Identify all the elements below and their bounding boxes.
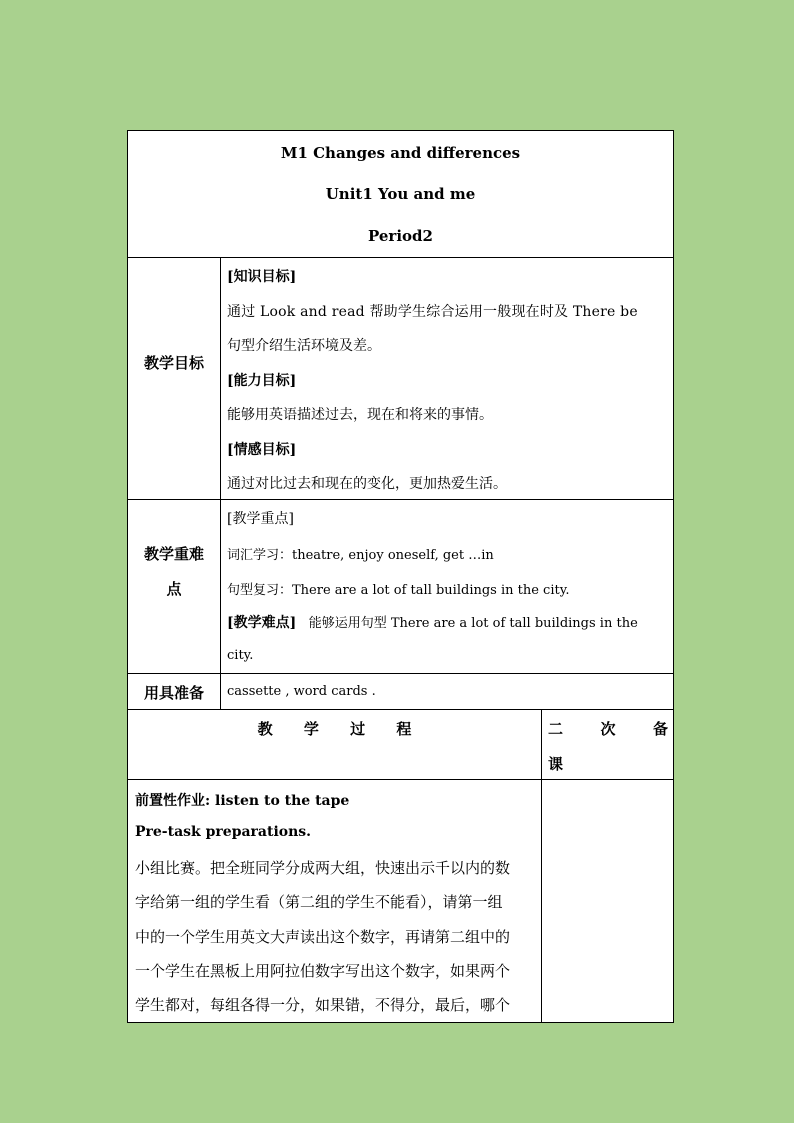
process-content-cell <box>127 779 542 1023</box>
process-heading: 教 学 过 程 <box>257 720 412 738</box>
process-heading-cell <box>127 709 542 780</box>
objectives-content-cell <box>220 257 674 500</box>
materials-content-cell <box>220 673 674 710</box>
objectives-label-cell <box>127 257 221 500</box>
emotion-heading: [情感目标] <box>227 442 297 458</box>
para-line-3: 中的一个学生用英文大声读出这个数字，再请第二组中的 <box>135 928 511 946</box>
materials-label: 用具准备 <box>143 684 204 702</box>
unit-title: Unit1 You and me <box>325 185 476 203</box>
keypoints-label-line-1: 教学重难 <box>143 545 204 563</box>
second-prep-content-cell <box>541 779 674 1023</box>
objectives-label: 教学目标 <box>143 354 204 372</box>
second-prep-line-2: 课 <box>548 755 564 773</box>
difficulty-cont: city. <box>227 648 254 663</box>
difficulty-heading: [教学难点] <box>227 615 297 631</box>
para-line-5: 学生都对，每组各得一分，如果错，不得分，最后，哪个 <box>135 996 511 1014</box>
para-line-2: 字给第一组的学生看（第二组的学生不能看），请第一组 <box>135 893 503 911</box>
knowledge-heading: [知识目标] <box>227 269 297 285</box>
focus-heading: [教学重点] <box>227 511 294 527</box>
header-cell <box>127 130 674 258</box>
module-title: M1 Changes and differences <box>280 144 521 162</box>
lesson-plan-page <box>127 130 674 1023</box>
pretask-line: Pre-task preparations. <box>135 824 312 840</box>
keypoints-label-cell <box>127 499 221 674</box>
period-title: Period2 <box>368 227 433 245</box>
knowledge-line-2: 句型介绍生活环境及差。 <box>227 338 381 354</box>
sentence-line: 句型复习：There are a lot of tall buildings in the city. <box>227 583 570 598</box>
difficulty-row <box>227 612 638 632</box>
keypoints-label-line-2: 点 <box>166 580 182 598</box>
second-prep-line-1: 二 次 备 <box>548 720 668 738</box>
knowledge-line-1: 通过 Look and read 帮助学生综合运用一般现在时及 There be <box>227 304 638 320</box>
para-line-1: 小组比赛。把全班同学分成两大组，快速出示千以内的数 <box>135 859 511 877</box>
materials-value: cassette , word cards . <box>227 684 376 699</box>
homework-line: 前置性作业: listen to the tape <box>135 793 350 809</box>
vocab-line: 词汇学习：theatre, enjoy oneself, get …in <box>227 548 494 563</box>
materials-label-cell <box>127 673 221 710</box>
keypoints-content-cell <box>220 499 674 674</box>
second-prep-cell <box>541 709 674 780</box>
ability-line: 能够用英语描述过去，现在和将来的事情。 <box>227 407 493 423</box>
emotion-line: 通过对比过去和现在的变化，更加热爱生活。 <box>227 476 507 492</box>
para-line-4: 一个学生在黑板上用阿拉伯数字写出这个数字，如果两个 <box>135 962 511 980</box>
ability-heading: [能力目标] <box>227 373 297 389</box>
difficulty-text: 能够运用句型 There are a lot of tall buildings in the <box>308 616 638 631</box>
